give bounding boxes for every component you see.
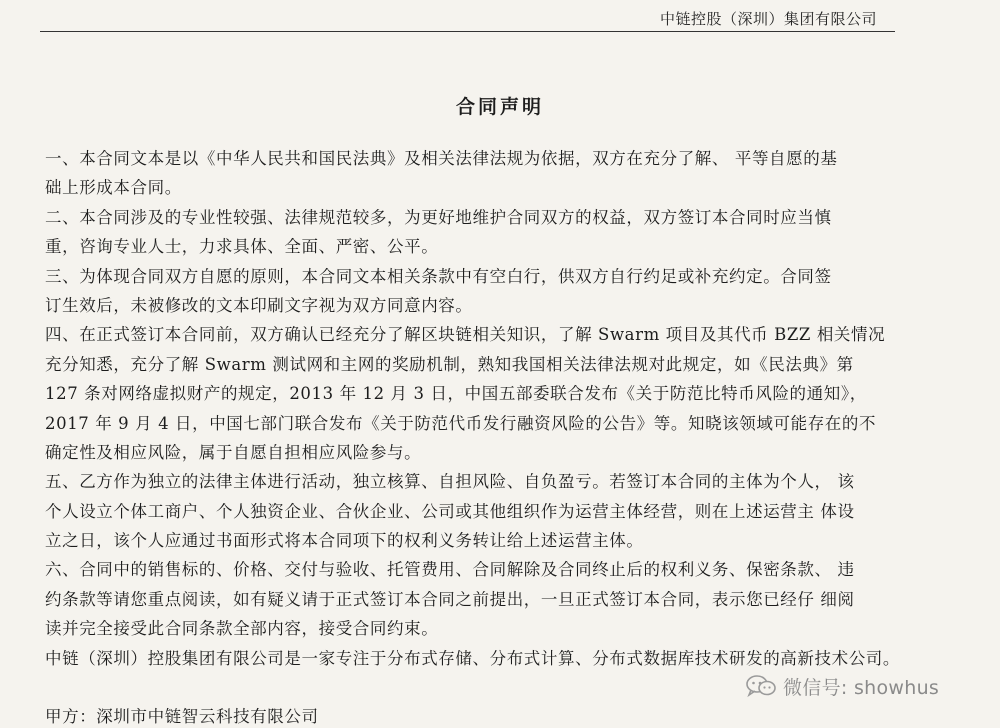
watermark-text: 微信号: showhus bbox=[783, 676, 940, 699]
text-line: 础上形成本合同。 bbox=[45, 178, 182, 198]
text-line: 立之日，该个人应通过书面形式将本合同项下的权利义务转让给上述运营主体。 bbox=[45, 531, 644, 551]
document-title: 合同声明 bbox=[455, 96, 544, 118]
text-line: 六、合同中的销售标的、价格、交付与验收、托管费用、合同解除及合同终止后的权利义务、保密条款、 违 bbox=[45, 560, 855, 580]
wechat-watermark bbox=[745, 672, 939, 700]
header-divider bbox=[40, 31, 895, 32]
text-line: 五、乙方作为独立的法律主体进行活动，独立核算、自担风险、自负盈亏。若签订本合同的主体为个人， 该 bbox=[45, 472, 855, 492]
text-line: 一、本合同文本是以《中华人民共和国民法典》及相关法律法规为依据，双方在充分了解、 平等自愿的基 bbox=[45, 149, 838, 168]
text-line: 个人设立个体工商户、个人独资企业、合伙企业、公司或其他组织作为运营主体经营，则在上述运营主 体设 bbox=[45, 501, 855, 521]
text-line: 充分知悉，充分了解 Swarm 测试网和主网的奖励机制，熟知我国相关法律法规对此规定，如《民法典》第 bbox=[45, 354, 854, 374]
text-line: 中链（深圳）控股集团有限公司是一家专注于分布式存储、分布式计算、分布式数据库技术研发的高新技术公司。 bbox=[45, 648, 900, 668]
wechat-icon bbox=[745, 674, 777, 698]
header-company-name: 中链控股（深圳）集团有限公司 bbox=[660, 10, 878, 28]
text-line: 约条款等请您重点阅读，如有疑义请于正式签订本合同之前提出，一旦正式签订本合同，表示您已经仔 细阅 bbox=[45, 589, 855, 609]
text-line: 三、为体现合同双方自愿的原则，本合同文本相关条款中有空白行，供双方自行约足或补充约定。合同签 bbox=[45, 266, 832, 286]
statement-body bbox=[45, 144, 935, 673]
text-line: 四、在正式签订本合同前，双方确认已经充分了解区块链相关知识，了解 Swarm 项目及其代币 BZZ 相关情况 bbox=[45, 325, 886, 345]
party-a-label: 甲方：深圳市中链智云科技有限公司 bbox=[45, 707, 319, 726]
text-line: 127 条对网络虚拟财产的规定，2013 年 12 月 3 日，中国五部委联合发布《关于防范比特币风险的通知》， bbox=[45, 384, 867, 404]
text-line: 读并完全接受此合同条款全部内容，接受合同约束。 bbox=[45, 619, 439, 639]
text-line: 二、本合同涉及的专业性较强、法律规范较多，为更好地维护合同双方的权益，双方签订本合同时应当慎 bbox=[45, 207, 832, 227]
text-line: 订生效后，未被修改的文本印刷文字视为双方同意内容。 bbox=[45, 295, 473, 315]
text-line: 2017 年 9 月 4 日，中国七部门联合发布《关于防范代币发行融资风险的公告》等。知晓该领域可能存在的不 bbox=[45, 413, 877, 433]
text-line: 重，咨询专业人士，力求具体、全面、严密、公平。 bbox=[45, 237, 439, 257]
text-line: 确定性及相应风险，属于自愿自担相应风险参与。 bbox=[45, 442, 422, 462]
